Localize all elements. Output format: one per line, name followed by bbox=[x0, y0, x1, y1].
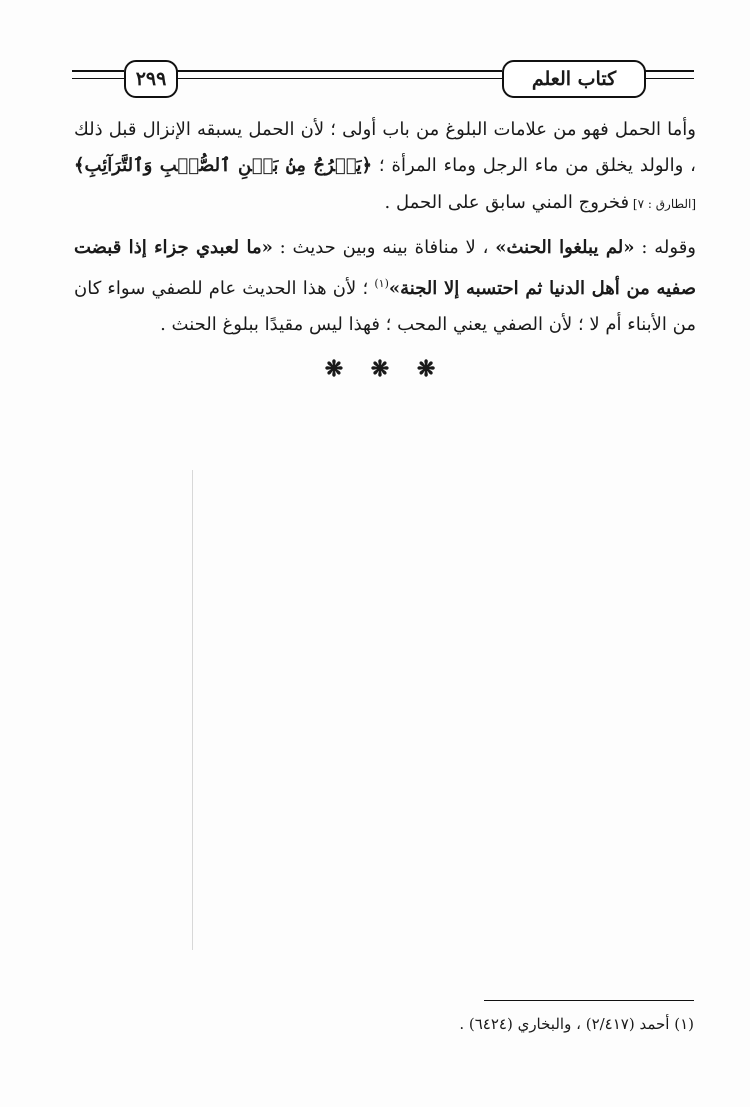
quran-reference: [الطارق : ٧] bbox=[629, 197, 696, 211]
para2-text-c: ؛ لأن هذا الحديث عام للصفي سواء كان من الأبناء أم لا ؛ لأن الصفي يعني المحب ؛ فهذا ليس مقيدًا ببلوغ الحنث . bbox=[74, 278, 696, 335]
page-header bbox=[72, 58, 694, 102]
scan-margin-line bbox=[192, 470, 193, 950]
para1-text-a: وأما الحمل فهو من علامات البلوغ من باب أولى ؛ لأن الحمل يسبقه الإنزال قبل ذلك ، والولد يخلق من ماء الرجل وماء المرأة ؛ bbox=[74, 119, 696, 176]
footnote: (١) أحمد (٢/٤١٧) ، والبخاري (٦٤٢٤) . bbox=[459, 1015, 694, 1033]
section-separator: ❋ ❋ ❋ bbox=[324, 356, 446, 382]
body-text bbox=[74, 112, 696, 387]
paragraph-1 bbox=[74, 112, 696, 222]
para1-text-b: فخروج المني سابق على الحمل . bbox=[384, 192, 630, 213]
header-rule-left bbox=[72, 70, 124, 72]
hadith-quote-2: «ما لعبدي جزاء إذا قبضت صفيه من أهل الدنيا ثم احتسبه إلا الجنة» bbox=[74, 237, 697, 299]
footnote-marker: (١) bbox=[374, 277, 389, 290]
header-rule-middle-thin bbox=[176, 78, 502, 79]
hadith-quote-1: «لم يبلغوا الحنث» bbox=[495, 237, 635, 258]
para2-text-b: ، لا منافاة بينه وبين حديث : bbox=[272, 237, 496, 258]
paragraph-2 bbox=[74, 230, 696, 343]
header-rule-right bbox=[644, 70, 694, 72]
para2-text-a: وقوله : bbox=[634, 237, 696, 258]
page-number: ٢٩٩ bbox=[135, 68, 167, 90]
page-number-box bbox=[124, 60, 178, 98]
header-rule-right-thin bbox=[644, 78, 694, 79]
header-rule-middle bbox=[176, 70, 502, 72]
header-rule-left-thin bbox=[72, 78, 124, 79]
quran-verse: ﴿يَخۡرُجُ مِنۢ بَيۡنِ ٱلصُّلۡبِ وَٱلتَّرَآئِبِ﴾ bbox=[74, 155, 373, 176]
book-title-box bbox=[502, 60, 646, 98]
footnote-rule bbox=[484, 1000, 694, 1001]
book-title: كتاب العلم bbox=[531, 68, 617, 90]
